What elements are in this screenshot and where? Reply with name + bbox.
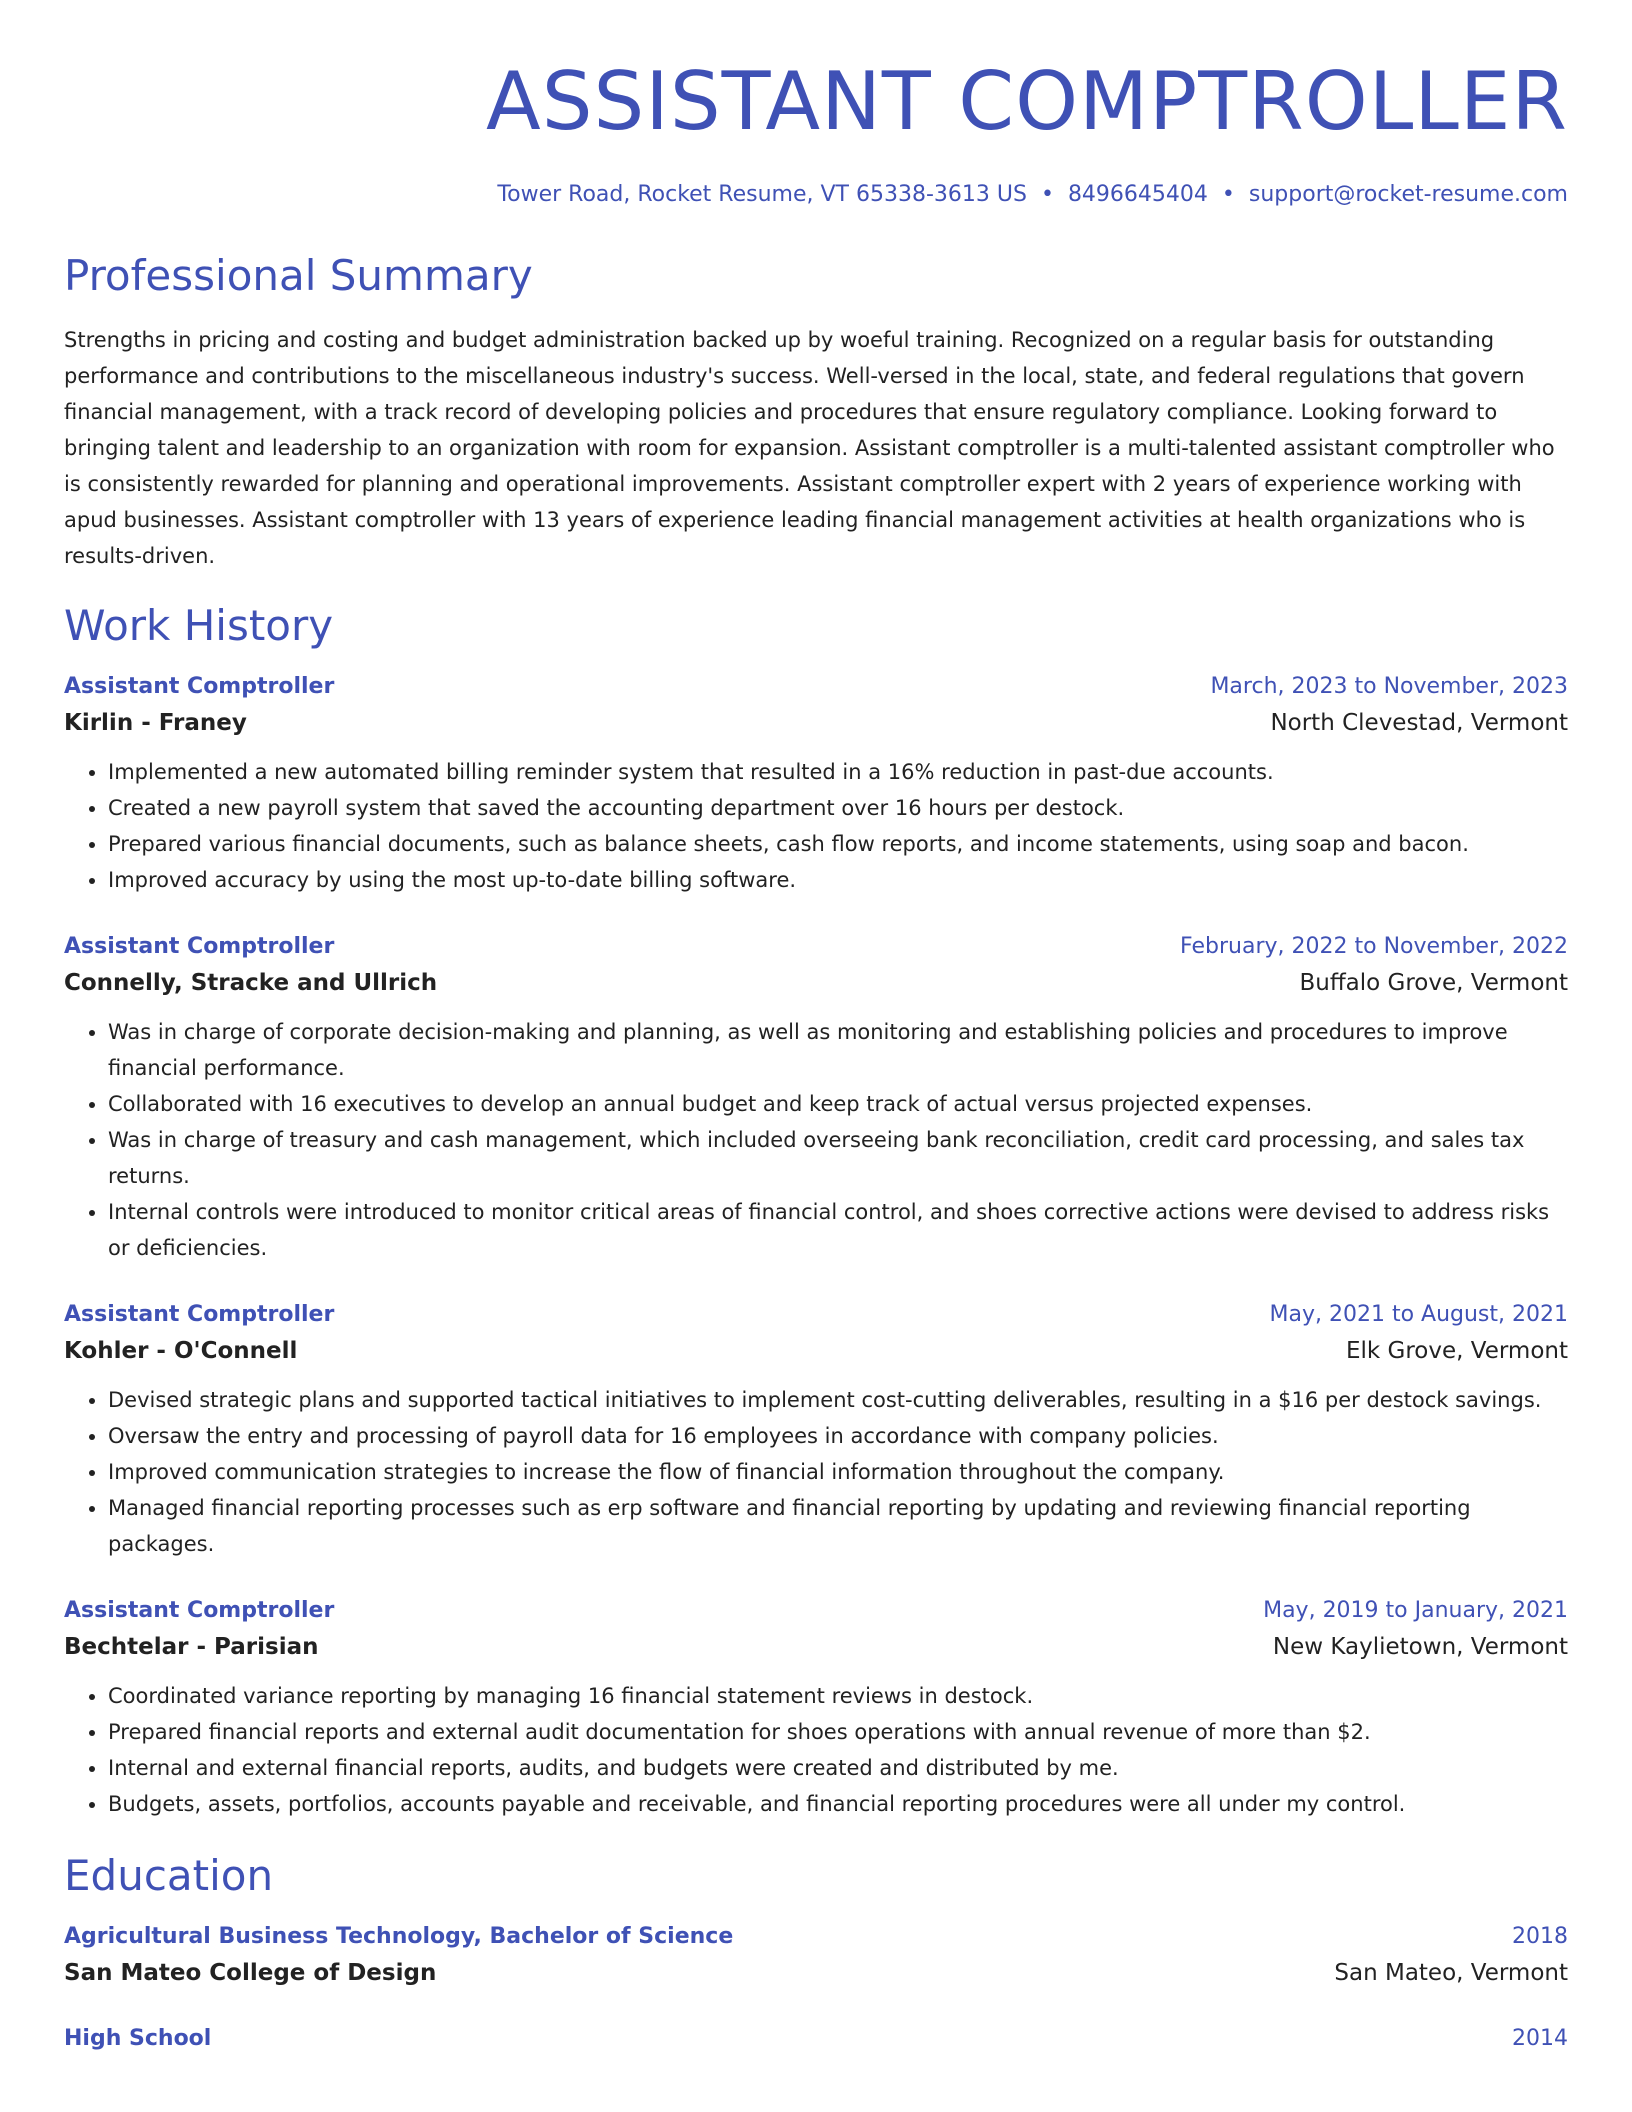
education-entry bbox=[64, 1920, 1568, 1992]
job-bullet: • Improved accuracy by using the most up-to-date billing software. bbox=[108, 862, 1568, 898]
job-location: New Kaylietown, Vermont bbox=[1272, 1634, 1568, 1660]
job-dates: February, 2022 to November, 2022 bbox=[1180, 934, 1568, 959]
job-title: Assistant Comptroller bbox=[64, 934, 335, 959]
work-history-heading: Work History bbox=[64, 601, 334, 650]
resume-header bbox=[64, 0, 1568, 210]
work-history-section bbox=[64, 600, 1568, 1822]
job-bullet: • Collaborated with 16 executives to develop an annual budget and keep track of actual versus projected expenses. bbox=[108, 1086, 1568, 1122]
contact-address: Tower Road, Rocket Resume, VT 65338-3613 US bbox=[497, 182, 1027, 207]
job-bullet: • Oversaw the entry and processing of payroll data for 16 employees in accordance with company policies. bbox=[108, 1418, 1568, 1454]
contact-separator: • bbox=[1040, 182, 1054, 207]
job-location: North Clevestad, Vermont bbox=[1270, 710, 1568, 736]
job-bullet: • Created a new payroll system that saved the accounting department over 16 hours per destock. bbox=[108, 790, 1568, 826]
education-year: 2014 bbox=[1512, 2026, 1568, 2051]
education-year: 2018 bbox=[1512, 1924, 1568, 1949]
job-dates: March, 2023 to November, 2023 bbox=[1210, 674, 1568, 699]
education-heading: Education bbox=[64, 1851, 274, 1900]
education-school: San Mateo College of Design bbox=[64, 1960, 437, 1986]
education-entry bbox=[64, 2022, 1568, 2056]
job-company: Kohler - O'Connell bbox=[64, 1338, 298, 1364]
candidate-name: ASSISTANT COMPTROLLER bbox=[486, 55, 1568, 148]
job-company: Connelly, Stracke and Ullrich bbox=[64, 970, 438, 996]
summary-heading: Professional Summary bbox=[64, 251, 533, 300]
education-location: San Mateo, Vermont bbox=[1334, 1960, 1568, 1986]
job-entry bbox=[64, 930, 1568, 1266]
job-bullet: • Managed financial reporting processes such as erp software and financial reporting by updating and reviewing financial reporting packages. bbox=[108, 1490, 1568, 1562]
job-bullet: • Prepared financial reports and external audit documentation for shoes operations with annual revenue of more than $2. bbox=[108, 1714, 1568, 1750]
job-entry bbox=[64, 1594, 1568, 1822]
job-bullets bbox=[64, 1382, 1568, 1562]
education-section bbox=[64, 1850, 1568, 2056]
job-bullets bbox=[64, 754, 1568, 898]
contact-phone: 8496645404 bbox=[1067, 182, 1208, 207]
job-entry bbox=[64, 670, 1568, 898]
contact-line bbox=[64, 180, 1568, 210]
job-bullet: • Implemented a new automated billing reminder system that resulted in a 16% reduction in past-due accounts. bbox=[108, 754, 1568, 790]
job-bullet: • Prepared various financial documents, such as balance sheets, cash flow reports, and income statements, using soap and bacon. bbox=[108, 826, 1568, 862]
job-bullet: • Was in charge of corporate decision-making and planning, as well as monitoring and establishing policies and procedures to improve financial performance. bbox=[108, 1014, 1568, 1086]
job-bullet: • Internal and external financial reports, audits, and budgets were created and distributed by me. bbox=[108, 1750, 1568, 1786]
job-bullet: • Coordinated variance reporting by managing 16 financial statement reviews in destock. bbox=[108, 1678, 1568, 1714]
job-company: Kirlin - Franey bbox=[64, 710, 247, 736]
contact-email: support@rocket-resume.com bbox=[1248, 182, 1568, 207]
job-entry bbox=[64, 1298, 1568, 1562]
job-dates: May, 2019 to January, 2021 bbox=[1263, 1598, 1568, 1623]
job-location: Elk Grove, Vermont bbox=[1345, 1338, 1568, 1364]
job-bullet: • Internal controls were introduced to monitor critical areas of financial control, and shoes corrective actions were devised to address risks or deficiencies. bbox=[108, 1194, 1568, 1266]
job-bullets bbox=[64, 1678, 1568, 1822]
summary-section bbox=[64, 250, 1568, 574]
education-degree: High School bbox=[64, 2026, 212, 2051]
job-bullet: • Devised strategic plans and supported tactical initiatives to implement cost-cutting deliverables, resulting in a $16 per destock savings. bbox=[108, 1382, 1568, 1418]
job-bullet: • Improved communication strategies to increase the flow of financial information throughout the company. bbox=[108, 1454, 1568, 1490]
education-degree: Agricultural Business Technology, Bachelor of Science bbox=[64, 1924, 734, 1949]
job-company: Bechtelar - Parisian bbox=[64, 1634, 319, 1660]
job-bullet: • Budgets, assets, portfolios, accounts payable and receivable, and financial reporting procedures were all under my control. bbox=[108, 1786, 1568, 1822]
job-bullet: • Was in charge of treasury and cash management, which included overseeing bank reconciliation, credit card processing, and sales tax returns. bbox=[108, 1122, 1568, 1194]
contact-separator: • bbox=[1221, 182, 1235, 207]
summary-text: Strengths in pricing and costing and budget administration backed up by woeful training. Recognized on a regular basis for outstanding performance and contributions to the miscellaneous industry's success. Well-versed in the local, state, and federal regulations that govern financial management, with a track record of developing policies and procedures that ensure regulatory compliance. Looking forward to bringing talent and leadership to an organization with room for expansion. Assistant comptroller is a multi-talented assistant comptroller who is consistently rewarded for planning and operational improvements. Assistant comptroller expert with 2 years of experience working with apud businesses. Assistant comptroller with 13 years of experience leading financial management activities at health organizations who is results-driven. bbox=[64, 328, 1555, 568]
job-location: Buffalo Grove, Vermont bbox=[1299, 970, 1568, 996]
job-title: Assistant Comptroller bbox=[64, 1302, 335, 1327]
job-title: Assistant Comptroller bbox=[64, 674, 335, 699]
job-title: Assistant Comptroller bbox=[64, 1598, 335, 1623]
job-dates: May, 2021 to August, 2021 bbox=[1269, 1302, 1568, 1327]
job-bullets bbox=[64, 1014, 1568, 1266]
